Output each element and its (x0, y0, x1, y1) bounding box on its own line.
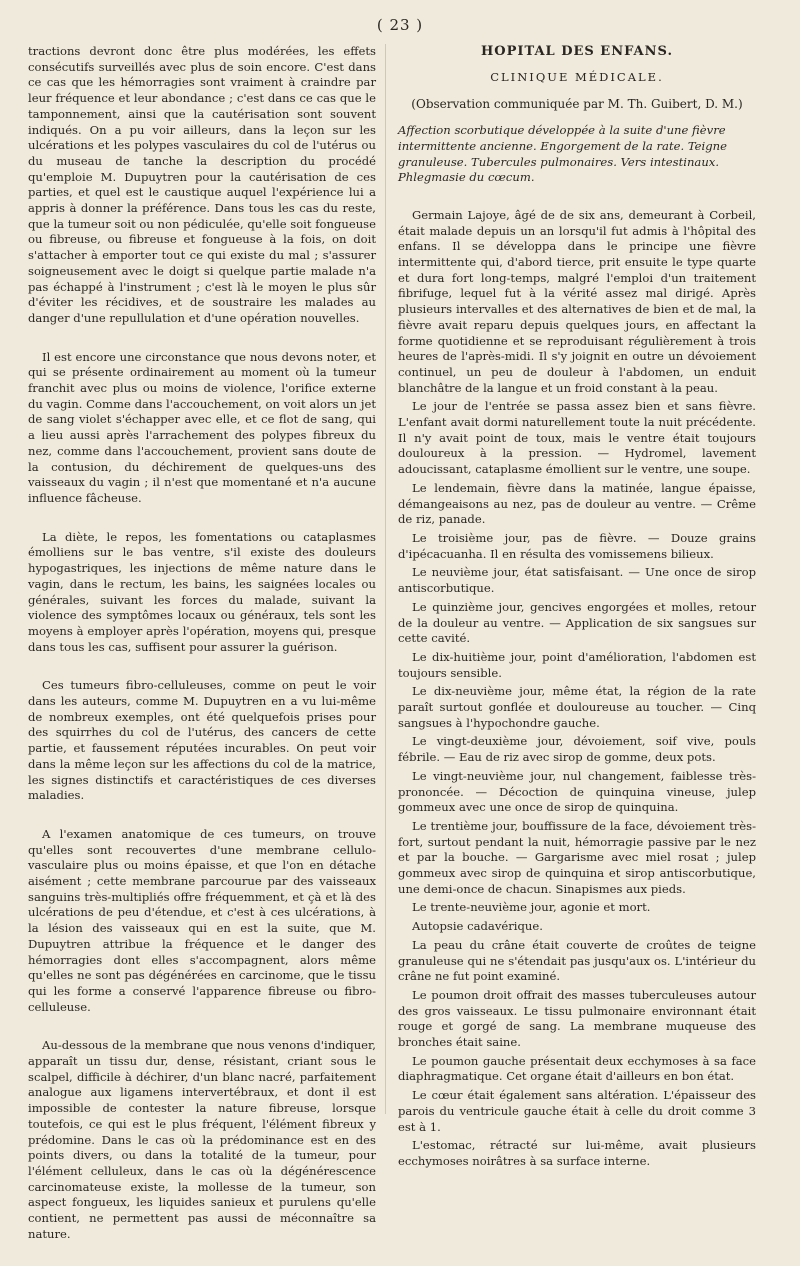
left-paragraph: tractions devront donc être plus modérées, les effets consécutifs surveillés avec plus de soin encore. C'est dans ce cas que les hémorragies sont vraiment à craindre par leur fréquence et leur abondance ; c'est dans ce cas que le tamponnement, ainsi que la cautérisation sont souvent indiqués. On a pu voir ailleurs, dans la leçon sur les ulcérations et les polypes vasculaires du col de l'utérus ou du museau de tanche la description du procédé qu'emploie M. Dupuytren pour la cautérisation de ces parties, et quel est le caustique auquel l'expérience lui a appris à donner la préférence. Dans tous les cas du reste, que la tumeur soit ou non pédiculée, qu'elle soit fongueuse ou fibreuse, ou fibreuse et fongueuse à la fois, on doit s'attacher à emporter tout ce qui existe du mal ; s'assurer soigneusement avec le doigt si quelque partie malade n'a pas échappé à l'instrument ; c'est là le moyen le plus sûr d'éviter les récidives, et de soustraire les malades au danger d'une repullulation et d'une opération nouvelles. (28, 44, 376, 325)
left-paragraph: Il est encore une circonstance que nous devons noter, et qui se présente ordinairement au moment où la tumeur franchit avec plus ou moins de violence, l'orifice externe du vagin. Comme dans l'accouchement, on voit alors un jet de sang violet s'échapper avec elle, et ce flot de sang, qui a lieu aussi après l'arrachement des polypes fibreux du nez, comme dans l'accouchement, provient sans doute de la contusion, du déchirement de quelques-uns des vaisseaux du vagin ; il n'est que momentané et n'a aucune influence fâcheuse. (28, 349, 376, 505)
right-column (398, 44, 756, 1173)
case-paragraph: Le quinzième jour, gencives engorgées et molles, retour de la douleur au ventre. — Application de six sangsues sur cette cavité. (398, 599, 756, 646)
left-paragraph: La diète, le repos, les fomentations ou cataplasmes émolliens sur le bas ventre, s'il existe des douleurs hypogastriques, les injections de même nature dans le vagin, dans le rectum, les bains, les saignées locales ou générales, suivant les forces du malade, suivant la violence des symptômes locaux ou généraux, tels sont les moyens à employer après l'opération, moyens qui, presque dans tous les cas, suffisent pour assurer la guérison. (28, 529, 376, 654)
case-paragraph: Le dix-huitième jour, point d'amélioration, l'abdomen est toujours sensible. (398, 649, 756, 680)
case-title: Affection scorbutique développée à la suite d'une fièvre intermittente ancienne. Engorgement de la rate. Teigne granuleuse. Tubercules pulmonaires. Vers intestinaux. Phlegmasie du cœcum. (398, 123, 727, 185)
case-paragraph: Le cœur était également sans altération. L'épaisseur des parois du ventricule gauche était à celle du droit comme 3 est à 1. (398, 1088, 756, 1134)
case-paragraph: L'estomac, rétracté sur lui-même, avait plusieurs ecchymoses noirâtres à sa surface interne. (398, 1138, 756, 1168)
case-paragraph: Le neuvième jour, état satisfaisant. — Une once de sirop antiscorbutique. (398, 565, 756, 596)
column-divider (385, 44, 386, 1114)
left-column (28, 44, 376, 1266)
case-paragraph: Le jour de l'entrée se passa assez bien et sans fièvre. L'enfant avait dormi naturellement toute la nuit précédente. Il n'y avait point de toux, mais le ventre était toujours douloureux à la pression. — Hydromel, lavement adoucissant, cataplasme émollient sur le ventre, une soupe. (398, 399, 756, 477)
case-paragraph: Le vingt-neuvième jour, nul changement, faiblesse très-prononcée. — Décoction de quinquina vineuse, julep gommeux avec une once de sirop de quinquina. (398, 768, 756, 815)
left-paragraph: A l'examen anatomique de ces tumeurs, on trouve qu'elles sont recouvertes d'une membrane cellulo-vasculaire plus ou moins épaisse, et que l'on en détache aisément ; cette membrane parcourue par des vaisseaux sanguins très-multipliés offre fréquemment, et çà et là des ulcérations de peu d'étendue, et c'est à ces ulcérations, à la lésion des vaisseaux qui en est la suite, que M. Dupuytren attribue la fréquence et le danger des hémorragies dont elles s'accompagnent, alors même qu'elles ne sont pas dégénérées en carcinome, que le tissu qui les forme a conservé l'apparence fibreuse ou fibro-celluleuse. (28, 826, 376, 1014)
left-paragraph: Au-dessous de la membrane que nous venons d'indiquer, apparaît un tissu dur, dense, résistant, criant sous le scalpel, difficile à déchirer, d'un blanc nacré, parfaitement analogue aux ligamens intervertébraux, et dont il est impossible de contester la nature fibreuse, lorsque toutefois, ce qui est le plus fréquent, l'élément fibreux y prédomine. Dans le cas où la prédominance est en des points divers, ou dans la totalité de la tumeur, pour l'élément celluleux, dans le cas où la dégénérescence carcinomateuse existe, la mollesse de la tumeur, son aspect fongueux, les liquides sanieux et purulens qu'elle contient, ne permettent pas aussi de méconnaître sa nature. (28, 1038, 376, 1241)
page-number: ( 23 ) (376, 16, 424, 34)
section-heading: HOPITAL DES ENFANS. (481, 44, 673, 59)
left-paragraph: Ces tumeurs fibro-celluleuses, comme on peut le voir dans les auteurs, comme M. Dupuytren en a vu lui-même de nombreux exemples, ont été quelquefois prises pour des squirrhes du col de l'utérus, des cancers de cette partie, et faussement réputées incurables. On peut voir dans la même leçon sur les affections du col de la matrice, les signes distinctifs et caractéristiques de ces diverses maladies. (28, 678, 376, 803)
observation-credit: (Observation communiquée par M. Th. Guibert, D. M.) (411, 97, 743, 112)
case-paragraph: Le poumon gauche présentait deux ecchymoses à sa face diaphragmatique. Cet organe était d'ailleurs en bon état. (398, 1053, 756, 1084)
case-paragraph: La peau du crâne était couverte de croûtes de teigne granuleuse qui ne s'étendait pas jusqu'aux os. L'intérieur du crâne ne fut point examiné. (398, 937, 756, 984)
section-subheading: CLINIQUE MÉDICALE. (490, 69, 664, 84)
case-paragraph: Le trentième jour, bouffissure de la face, dévoiement très-fort, surtout pendant la nuit, hémorragie passive par le nez et par la bouche. — Gargarisme avec miel rosat ; julep gommeux avec sirop de quinquina et sirop antiscorbutique, une demi-once de chacun. Sinapismes aux pieds. (398, 818, 756, 896)
case-paragraph: Germain Lajoye, âgé de de six ans, demeurant à Corbeil, était malade depuis un an lorsqu'il fut admis à l'hôpital des enfans. Il se développa dans le principe une fièvre intermittente qui, d'abord tierce, prit ensuite le type quarte et dura fort long-temps, malgré l'emploi d'un traitement fibrifuge, lequel fut à la vérité assez mal dirigé. Après plusieurs intervalles et des alternatives de bien et de mal, la fièvre avait reparu depuis quelques jours, en affectant la forme quotidienne et se reproduisant régulièrement à trois heures de l'après-midi. Il s'y joignit en outre un dévoiement continuel, un peu de douleur à l'abdomen, un enduit blanchâtre de la langue et un froid constant à la peau. (398, 207, 756, 395)
case-paragraph: Autopsie cadavérique. (412, 919, 543, 934)
case-paragraph: Le trente-neuvième jour, agonie et mort. (412, 900, 651, 915)
case-paragraph: Le troisième jour, pas de fièvre. — Douze grains d'ipécacuanha. Il en résulta des vomissemens bilieux. (398, 530, 756, 561)
case-paragraph: Le poumon droit offrait des masses tuberculeuses autour des gros vaisseaux. Le tissu pulmonaire environnant était rouge et gorgé de sang. La membrane muqueuse des bronches était saine. (398, 987, 756, 1050)
case-paragraph: Le dix-neuvième jour, même état, la région de la rate paraît surtout gonflée et douloureuse au toucher. — Cinq sangsues à l'hypochondre gauche. (398, 684, 756, 730)
case-paragraph: Le vingt-deuxième jour, dévoiement, soif vive, pouls fébrile. — Eau de riz avec sirop de gomme, deux pots. (398, 734, 756, 765)
case-paragraph: Le lendemain, fièvre dans la matinée, langue épaisse, démangeaisons au nez, pas de douleur au ventre. — Crême de riz, panade. (398, 480, 756, 527)
